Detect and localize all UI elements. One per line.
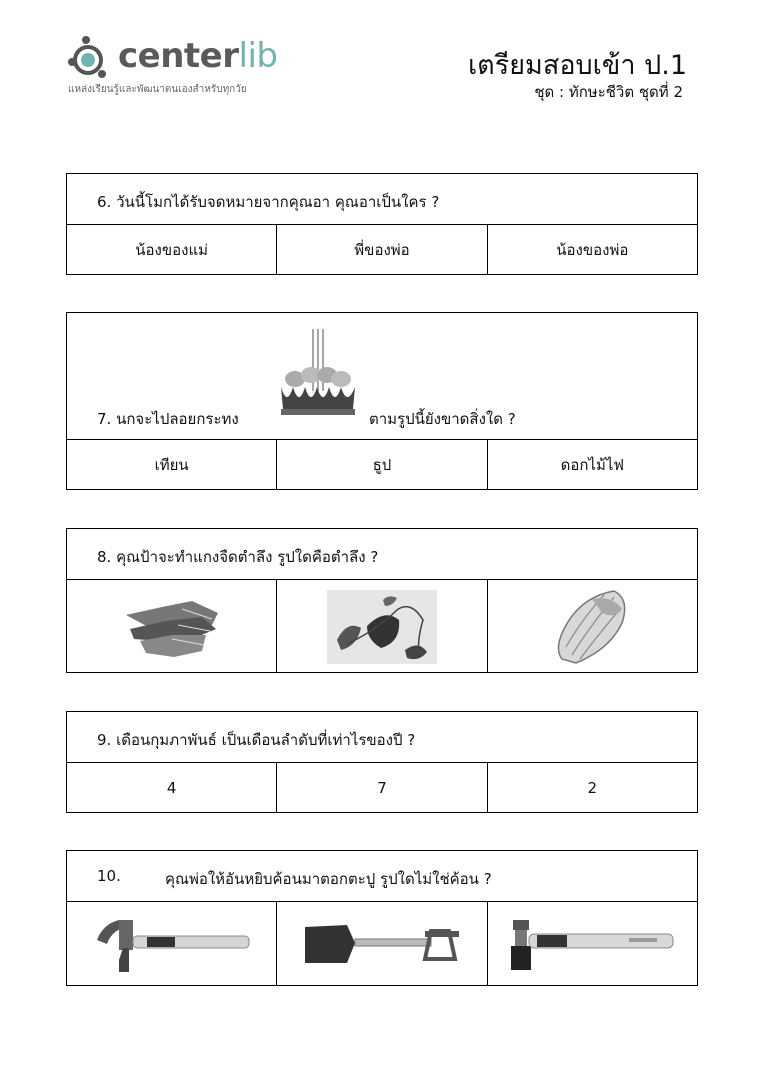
question-number: 6. xyxy=(97,193,112,211)
question-text-after: ตามรูปนี้ยังขาดสิ่งใด ? xyxy=(369,410,516,428)
option-1[interactable]: น้องของแม่ xyxy=(135,241,209,259)
option-1[interactable] xyxy=(67,902,276,986)
question-10 xyxy=(66,850,698,986)
chinese-cabbage-icon xyxy=(552,589,632,665)
option-2[interactable]: ธูป xyxy=(276,440,486,490)
option-1[interactable]: เทียน xyxy=(154,456,189,474)
question-text: คุณพ่อให้อันหยิบค้อนมาตอกตะปู รูปใดไม่ใช่ค้อน ? xyxy=(165,870,492,888)
page-subtitle: ชุด : ทักษะชีวิต ชุดที่ 2 xyxy=(534,83,683,101)
option-3[interactable]: น้องของพ่อ xyxy=(487,225,697,275)
question-7 xyxy=(66,312,698,490)
option-2[interactable] xyxy=(276,580,486,673)
logo-wordmark: centerlib xyxy=(118,36,278,76)
question-stem xyxy=(67,313,697,440)
option-2[interactable] xyxy=(276,902,486,986)
logo-molecule-icon xyxy=(66,34,114,84)
option-3[interactable] xyxy=(487,580,697,673)
question-stem xyxy=(67,851,697,902)
question-text: เดือนกุมภาพันธ์ เป็นเดือนลำดับที่เท่าไรของปี ? xyxy=(116,731,416,749)
logo-tagline: แหล่งเรียนรู้และพัฒนาตนเองสำหรับทุกวัย xyxy=(68,84,247,95)
shovel-icon xyxy=(299,919,465,969)
ball-peen-hammer-icon xyxy=(507,914,677,974)
claw-hammer-icon xyxy=(89,910,255,978)
option-2[interactable]: 7 xyxy=(276,763,486,813)
option-1[interactable] xyxy=(67,580,276,673)
question-stem xyxy=(67,712,697,763)
question-number: 7. xyxy=(97,410,112,428)
option-3[interactable]: ดอกไม้ไฟ xyxy=(487,440,697,490)
question-text: คุณป้าจะทำแกงจืดตำลึง รูปใดคือตำลึง ? xyxy=(116,548,379,566)
krathong-icon xyxy=(277,327,359,421)
question-8 xyxy=(66,528,698,673)
option-1[interactable]: 4 xyxy=(166,779,177,797)
ivy-gourd-icon xyxy=(327,590,437,664)
question-text-before: นกจะไปลอยกระทง xyxy=(116,410,239,428)
question-number: 8. xyxy=(97,548,112,566)
question-number: 10. xyxy=(97,867,121,885)
question-stem xyxy=(67,174,697,225)
option-2[interactable]: พี่ของพ่อ xyxy=(276,225,486,275)
question-6 xyxy=(66,173,698,275)
option-3[interactable]: 2 xyxy=(487,763,697,813)
question-number: 9. xyxy=(97,731,112,749)
vegetable-bundle-icon xyxy=(122,595,222,659)
logo xyxy=(66,32,296,102)
page-title: เตรียมสอบเข้า ป.1 xyxy=(467,50,687,81)
question-text: วันนี้โมกได้รับจดหมายจากคุณอา คุณอาเป็นใคร ? xyxy=(116,193,440,211)
question-9 xyxy=(66,711,698,813)
option-3[interactable] xyxy=(487,902,697,986)
question-stem xyxy=(67,529,697,580)
